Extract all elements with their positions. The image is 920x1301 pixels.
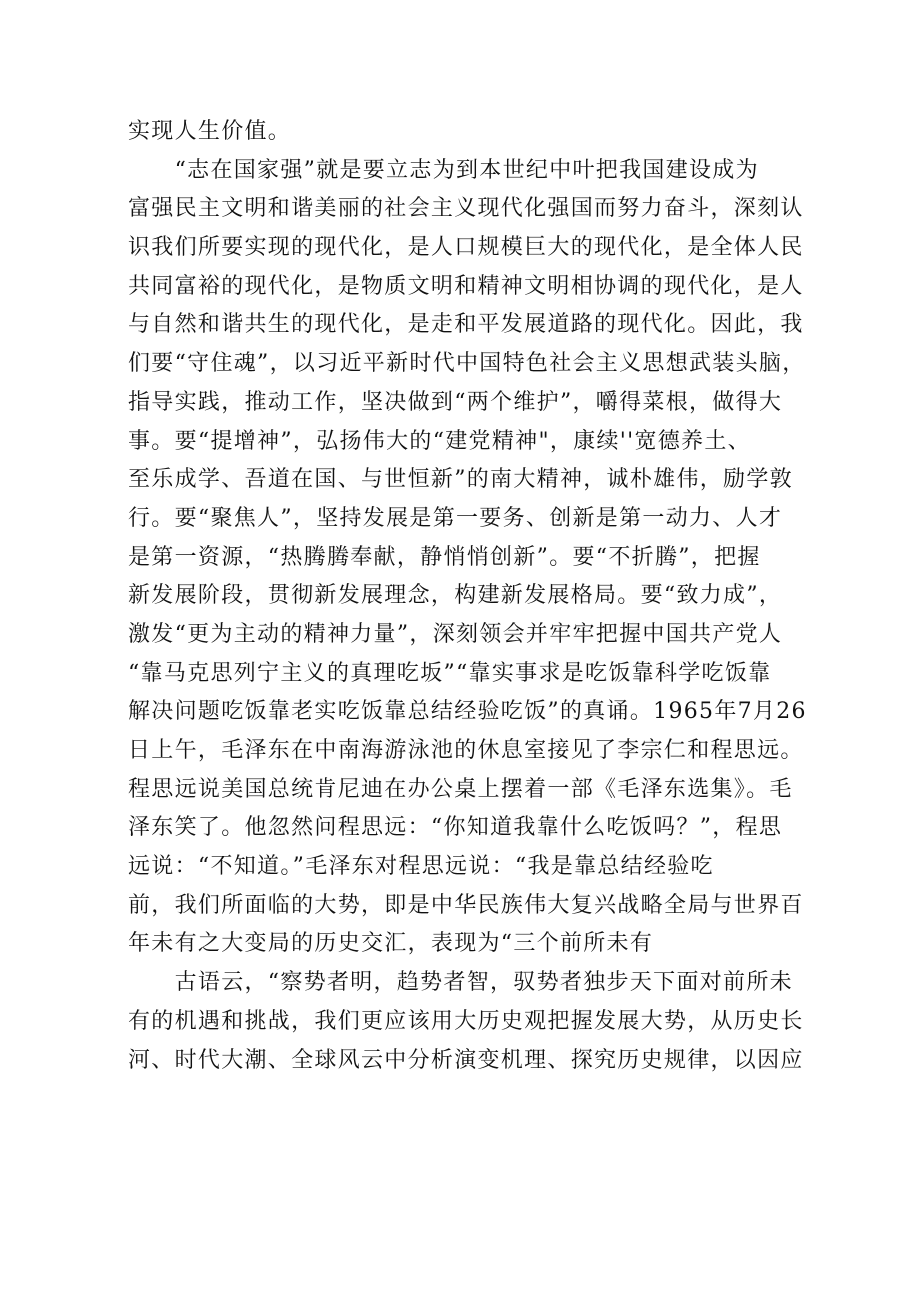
text-line: 指导实践，推动工作，坚决做到“两个维护”，嚼得菜根，做得大 xyxy=(128,389,783,415)
text-line: 至乐成学、吾道在国、与世恒新”的南大精神，诚朴雄伟，励学敦 xyxy=(128,467,793,493)
text-line: 与自然和谐共生的现代化，是走和平发展道路的现代化。因此，我 xyxy=(128,312,804,338)
text-line: 解决问题吃饭靠老实吃饭靠总结经验吃饭”的真诵。1965年7月26 xyxy=(128,699,807,725)
text-line: 日上午，毛泽东在中南海游泳池的休息室接见了李宗仁和程思远。 xyxy=(128,738,804,763)
text-line: 远说：“不知道。”毛泽东对程思远说：“我是靠总结经验吃 xyxy=(128,854,714,880)
text-line: 实现人生价值。 xyxy=(128,119,292,144)
text-line: 古语云，“察势者明，趋势者智，驭势者独步天下面对前所未 xyxy=(128,970,793,996)
text-line: 识我们所要实现的现代化，是人口规模巨大的现代化，是全体人民 xyxy=(128,235,804,261)
text-line: 程思远说美国总统肯尼迪在办公桌上摆着一部《毛泽东选集》。毛 xyxy=(128,776,793,802)
text-line: 是第一资源，“热腾腾奉献，静悄悄创新”。要“不折腾”，把握 xyxy=(128,544,761,570)
text-line: 激发“更为主动的精神力量”，深刻领会并牢牢把握中国共产党人 xyxy=(128,621,783,647)
text-line: 有的机遇和挑战，我们更应该用大历史观把握发展大势，从历史长 xyxy=(128,1008,804,1034)
text-line: 前，我们所面临的大势，即是中华民族伟大复兴战略全局与世界百 xyxy=(128,892,804,918)
text-line: 行。要“聚焦人”，坚持发展是第一要务、创新是第一动力、人才 xyxy=(128,505,783,531)
text-line: “靠马克思列宁主义的真理吃坂”“靠实事求是吃饭靠科学吃饭靠 xyxy=(128,660,772,686)
text-line: 河、时代大潮、全球风云中分析演变机理、探究历史规律，以因应 xyxy=(128,1047,804,1073)
text-line: 新发展阶段，贯彻新发展理念，构建新发展格局。要“致力成”， xyxy=(128,583,783,609)
text-line: 富强民主文明和谐美丽的社会主义现代化强国而努力奋斗，深刻认 xyxy=(128,196,804,222)
document-body xyxy=(128,113,808,1080)
text-line: 年未有之大变局的历史交汇，表现为“三个前所未有 xyxy=(128,931,654,957)
text-line: 共同富裕的现代化，是物质文明和精神文明相协调的现代化，是人 xyxy=(128,273,804,299)
text-line: 事。要“提增神”，弘扬伟大的“建党精神"，康续''宽德养土、 xyxy=(128,428,751,454)
text-line: 泽东笑了。他忽然问程思远：“你知道我靠什么吃饭吗？”，程思 xyxy=(128,815,783,841)
text-line: 们要“守住魂”，以习近平新时代中国特色社会主义思想武装头脑， xyxy=(128,351,806,377)
text-line: “志在国家强”就是要立志为到本世纪中叶把我国建设成为 xyxy=(128,157,759,183)
